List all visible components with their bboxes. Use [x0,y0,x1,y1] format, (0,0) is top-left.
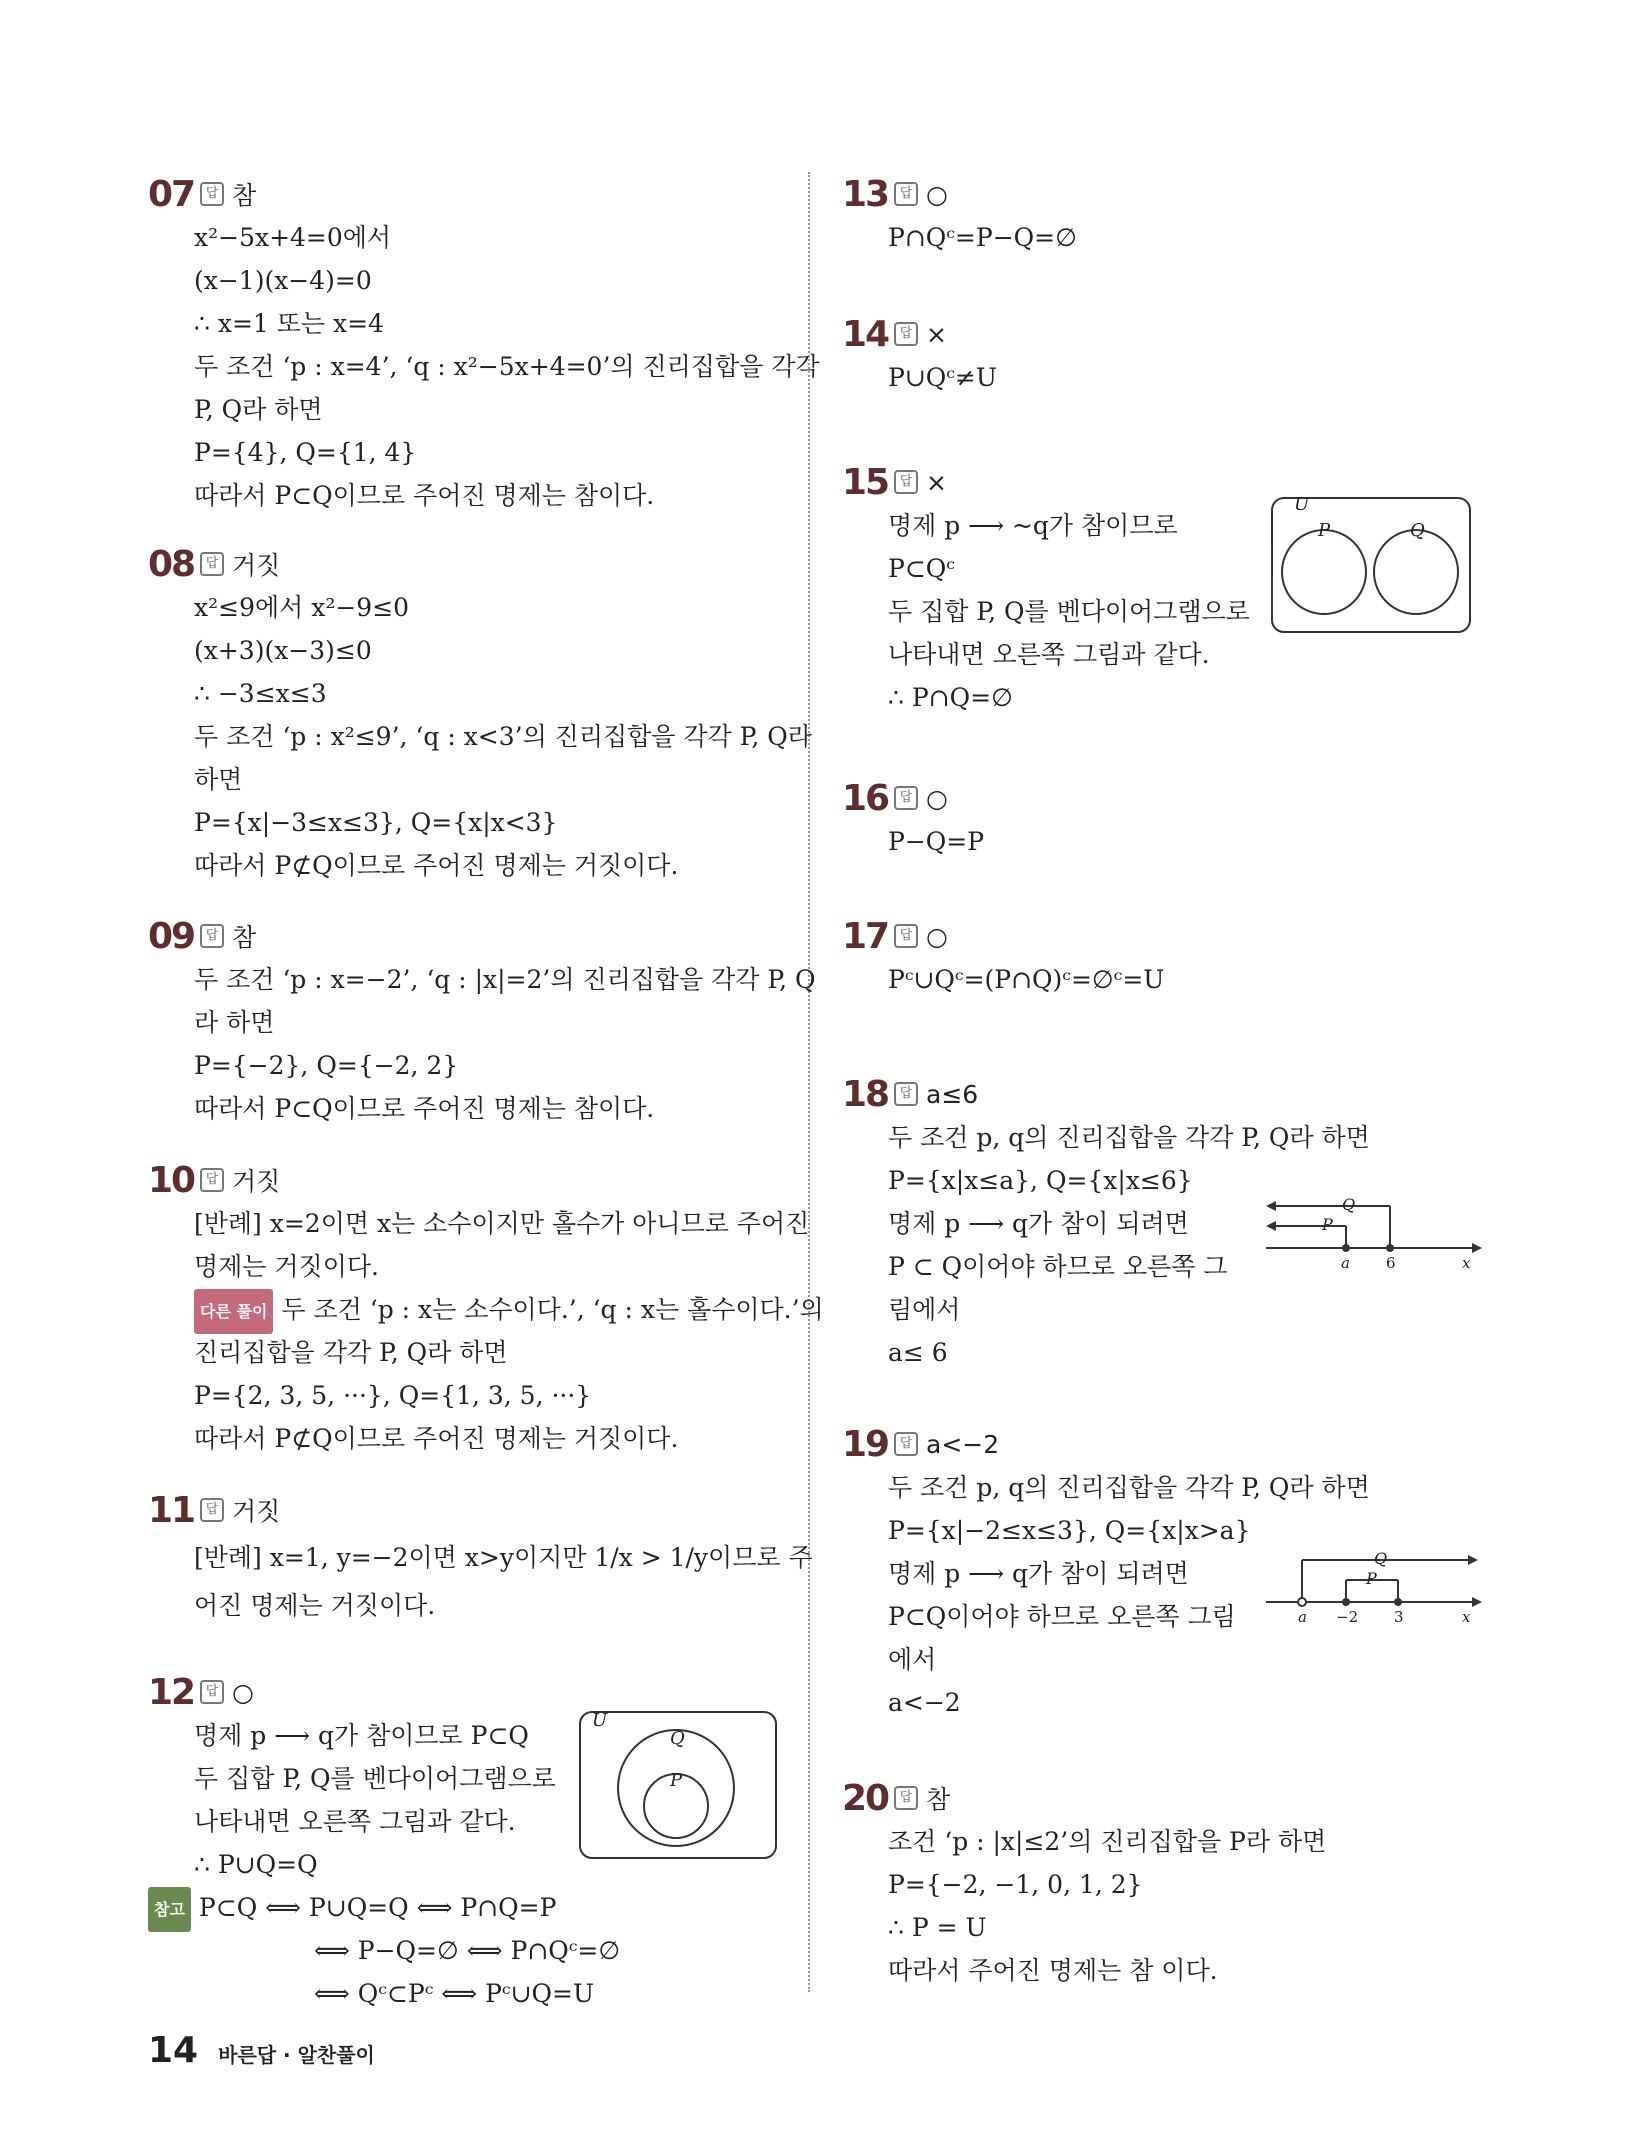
solution-line: 두 조건 ‘p : x=−2’, ‘q : |x|=2’의 진리집합을 각각 P, Q [194,965,816,994]
problem-number: 08 [148,543,195,585]
venn-label-q: Q [1410,520,1425,541]
problem-10 [148,1158,824,1460]
solution-line: P⊂Qᶜ [888,554,955,583]
solution-line: [반례] x=1, y=−2이면 x>y이지만 1/x > 1/y이므로 주 [194,1543,813,1572]
solution-line: x²−5x+4=0에서 [194,223,392,252]
problem-number: 15 [842,461,889,503]
numline-label-p: P [1366,1569,1377,1588]
solution-line: P={x|−3≤x≤3}, Q={x|x<3} [194,808,558,837]
solution-line: 명제 p ⟶ q가 참이 되려면 [888,1209,1189,1238]
solution-line: x²≤9에서 x²−9≤0 [194,593,410,622]
alt-solution-line [194,1288,824,1331]
numline-tick-m2: −2 [1336,1608,1359,1626]
problem-number: 10 [148,1159,195,1201]
alt-solution-tag: 다른 풀이 [194,1289,273,1334]
solution-line: ∴ P = U [888,1913,987,1942]
solution-line: 하면 [194,765,243,794]
problem-answer: ○ [926,921,948,951]
solution-line: ∴ P∩Q=∅ [888,683,1013,712]
page-footer [148,2030,375,2071]
solution-line: P−Q=P [888,827,985,856]
solution-line: P={4}, Q={1, 4} [194,438,417,467]
alt-solution-text: 두 조건 ‘p : x는 소수이다.’, ‘q : x는 홀수이다.’의 [281,1295,824,1324]
problem-13 [842,172,1482,259]
solution-line: ∴ x=1 또는 x=4 [194,309,384,338]
venn-circle-q [1374,530,1458,614]
solution-line: 진리집합을 각각 P, Q라 하면 [194,1338,508,1367]
problem-15 [842,460,1482,719]
problem-20 [842,1776,1482,1992]
answer-mark-icon: 답 [894,322,918,346]
answer-mark-icon: 답 [200,1680,224,1704]
problem-number: 20 [842,1777,889,1819]
solution-line: 명제는 거짓이다. [194,1252,379,1281]
numline-tick-6: 6 [1386,1254,1396,1272]
numline-tick-a: a [1298,1608,1307,1626]
answer-mark-icon: 답 [200,182,224,206]
numline-axis-x: x [1462,1608,1471,1626]
solution-line: 두 조건 ‘p : x²≤9’, ‘q : x<3’의 진리집합을 각각 P, Q라 [194,722,812,751]
solution-line: 명제 p ⟶ q가 참이 되려면 [888,1559,1189,1588]
answer-mark-icon: 답 [894,182,918,206]
problem-answer: a<−2 [926,1429,1000,1459]
reference-tag: 참고 [148,1887,191,1932]
venn-diagram-nested [578,1710,778,1860]
problem-16 [842,776,1482,863]
numline-tick-a: a [1341,1254,1350,1272]
solution-line: P={2, 3, 5, ···}, Q={1, 3, 5, ···} [194,1381,592,1410]
problem-19 [842,1422,1482,1724]
problem-number: 14 [842,313,889,355]
solution-line: (x−1)(x−4)=0 [194,266,372,295]
numline-label-q: Q [1342,1195,1356,1214]
problem-answer: 거짓 [232,1497,281,1526]
number-line-18 [1262,1192,1482,1282]
problem-12 [148,1670,788,2015]
answer-mark-icon: 답 [200,1168,224,1192]
solution-line: 따라서 주어진 명제는 참 이다. [888,1956,1218,1985]
solution-line: 두 조건 p, q의 진리집합을 각각 P, Q라 하면 [888,1123,1370,1152]
venn-label-q: Q [670,1728,685,1749]
solution-line: 따라서 P⊄Q이므로 주어진 명제는 거짓이다. [194,1424,679,1453]
solution-line: P={x|x≤a}, Q={x|x≤6} [888,1166,1193,1195]
answer-mark-icon: 답 [894,1082,918,1106]
answer-mark-icon: 답 [894,786,918,810]
venn-label-p: P [670,1770,683,1791]
solution-line: 라 하면 [194,1008,275,1037]
solution-line: a≤ 6 [888,1338,948,1367]
problem-17 [842,914,1482,1001]
problem-number: 19 [842,1423,889,1465]
problem-07 [148,172,820,517]
book-title: 바른답 · 알찬풀이 [218,2043,375,2067]
answer-mark-icon: 답 [200,924,224,948]
solution-line: 림에서 [888,1295,961,1324]
solution-line: P ⊂ Q이어야 하므로 오른쪽 그 [888,1252,1228,1281]
problem-number: 18 [842,1073,889,1115]
solution-line: 따라서 P⊄Q이므로 주어진 명제는 거짓이다. [194,851,679,880]
solution-line: 나타내면 오른쪽 그림과 같다. [194,1807,516,1836]
solution-line: 따라서 P⊂Q이므로 주어진 명제는 참이다. [194,481,655,510]
problem-11 [148,1488,813,1627]
problem-number: 13 [842,173,889,215]
solution-line: 두 조건 p, q의 진리집합을 각각 P, Q라 하면 [888,1473,1370,1502]
problem-18 [842,1072,1482,1374]
solution-line: a<−2 [888,1688,961,1717]
reference-line: ⟺ P−Q=∅ ⟺ P∩Qᶜ=∅ [314,1936,621,1965]
problem-answer: ○ [232,1677,254,1707]
problem-number: 17 [842,915,889,957]
venn-diagram-disjoint [1270,496,1472,636]
number-line-19 [1262,1546,1482,1636]
solution-line: 나타내면 오른쪽 그림과 같다. [888,640,1210,669]
venn-label-u: U [1294,496,1310,515]
reference-text: P⊂Q ⟺ P∪Q=Q ⟺ P∩Q=P [198,1893,557,1922]
solution-line: P={−2, −1, 0, 1, 2} [888,1870,1143,1899]
venn-label-u: U [592,1710,608,1731]
problem-08 [148,542,812,887]
answer-mark-icon: 답 [894,470,918,494]
problem-answer: ○ [926,783,948,813]
answer-mark-icon: 답 [894,924,918,948]
numline-tick-3: 3 [1394,1608,1404,1626]
problem-09 [148,914,816,1130]
solution-line: 조건 ‘p : |x|≤2’의 진리집합을 P라 하면 [888,1827,1327,1856]
problem-number: 09 [148,915,195,957]
problem-answer: 거짓 [232,1167,281,1196]
column-divider [808,172,810,1992]
numline-axis-x: x [1462,1254,1471,1272]
problem-number: 11 [148,1489,195,1531]
venn-label-p: P [1318,520,1331,541]
solution-line: P∩Qᶜ=P−Q=∅ [888,223,1077,252]
solution-line: 두 집합 P, Q를 벤다이어그램으로 [888,597,1250,626]
solution-line: P⊂Q이어야 하므로 오른쪽 그림 [888,1602,1236,1631]
solution-line: [반례] x=2이면 x는 소수이지만 홀수가 아니므로 주어진 [194,1209,810,1238]
solution-line: P∪Qᶜ≠U [888,363,997,392]
solution-line: 어진 명제는 거짓이다. [194,1591,436,1620]
problem-number: 07 [148,173,195,215]
universal-set-box [1272,498,1470,632]
venn-circle-p [1282,530,1366,614]
problem-answer: 거짓 [232,551,281,580]
solution-line: 에서 [888,1645,937,1674]
answer-mark-icon: 답 [200,552,224,576]
reference-line: ⟺ Qᶜ⊂Pᶜ ⟺ Pᶜ∪Q=U [314,1979,595,2008]
solution-line: ∴ −3≤x≤3 [194,679,327,708]
problem-answer: ○ [926,179,948,209]
solution-line: P={x|−2≤x≤3}, Q={x|x>a} [888,1516,1251,1545]
solution-line: Pᶜ∪Qᶜ=(P∩Q)ᶜ=∅ᶜ=U [888,965,1165,994]
reference-line [148,1886,788,1929]
problem-answer: × [926,467,947,497]
answer-mark-icon: 답 [200,1498,224,1522]
solution-line: 두 조건 ‘p : x=4’, ‘q : x²−5x+4=0’의 진리집합을 각각 [194,352,820,381]
numline-label-p: P [1322,1215,1333,1234]
problem-answer: a≤6 [926,1079,979,1109]
problem-number: 16 [842,777,889,819]
problem-answer: 참 [232,923,257,952]
problem-answer: × [926,319,947,349]
solution-line: 명제 p ⟶ q가 참이므로 P⊂Q [194,1721,529,1750]
solution-line: P={−2}, Q={−2, 2} [194,1051,459,1080]
page-number: 14 [148,2030,199,2071]
numline-label-q: Q [1374,1549,1388,1568]
problem-answer: 참 [926,1785,951,1814]
answer-mark-icon: 답 [894,1432,918,1456]
problem-answer: 참 [232,181,257,210]
solution-line: (x+3)(x−3)≤0 [194,636,372,665]
solution-line: 두 집합 P, Q를 벤다이어그램으로 [194,1764,556,1793]
solution-line: ∴ P∪Q=Q [194,1850,318,1879]
solution-line: 명제 p ⟶ ~q가 참이므로 [888,511,1178,540]
solution-line: 따라서 P⊂Q이므로 주어진 명제는 참이다. [194,1094,655,1123]
solution-line: P, Q라 하면 [194,395,323,424]
answer-mark-icon: 답 [894,1786,918,1810]
problem-number: 12 [148,1671,195,1713]
problem-14 [842,312,1482,399]
